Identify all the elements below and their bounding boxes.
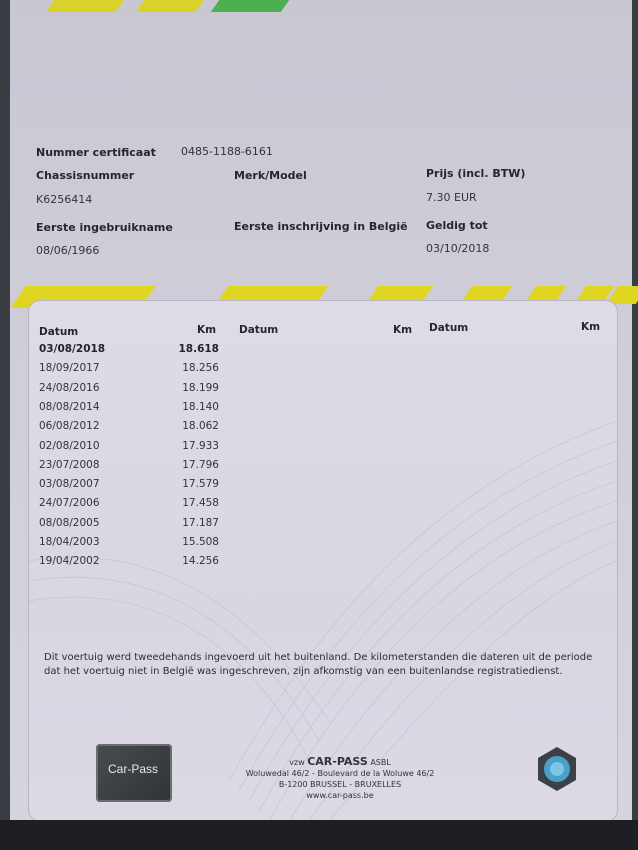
mileage-km: 18.062 [182, 420, 219, 433]
mileage-row [39, 440, 219, 459]
footer-vzw: vzw [289, 758, 305, 767]
logo-text: Car-Pass [108, 762, 159, 776]
mileage-km: 18.140 [182, 400, 219, 413]
mileage-row [39, 555, 219, 574]
mileage-km: 18.618 [178, 343, 219, 355]
make-model-label: Merk/Model [234, 169, 307, 182]
mileage-km: 18.256 [182, 362, 219, 375]
column-header-km-1: Km [197, 324, 217, 336]
chassis-number-label: Chassisnummer [36, 169, 135, 182]
mileage-km: 17.458 [182, 497, 219, 510]
mileage-date: 06/08/2012 [39, 420, 100, 433]
column-header-km-2: Km [393, 324, 413, 336]
chassis-number-value: K6256414 [36, 193, 93, 206]
column-header-km-3: Km [581, 321, 601, 333]
mileage-row [39, 343, 219, 362]
mileage-date: 24/07/2006 [39, 497, 100, 510]
footer-asbl: ASBL [370, 758, 391, 767]
mileage-row [39, 497, 219, 516]
mileage-km: 18.199 [182, 381, 219, 394]
first-use-value: 08/06/1966 [36, 244, 100, 257]
mileage-km: 17.933 [182, 439, 219, 452]
mileage-row [39, 401, 219, 420]
mileage-row [39, 478, 219, 497]
column-header-date-3: Datum [429, 322, 469, 334]
mileage-date: 08/08/2005 [39, 516, 100, 529]
certificate-number-label: Nummer certificaat [36, 146, 156, 159]
hologram-seal-icon [534, 746, 580, 792]
mileage-km: 17.796 [182, 458, 219, 471]
column-header-date-1: Datum [39, 326, 79, 338]
footer-website: www.car-pass.be [306, 791, 374, 800]
mileage-row [39, 459, 219, 478]
binder-edge [0, 820, 638, 850]
mileage-row [39, 517, 219, 536]
mileage-km: 17.187 [182, 516, 219, 529]
valid-until-label: Geldig tot [426, 219, 488, 232]
mileage-row [39, 362, 219, 381]
valid-until-value: 03/10/2018 [426, 242, 490, 255]
mileage-date: 23/07/2008 [39, 458, 100, 471]
first-registration-label: Eerste inschrijving in België [234, 220, 408, 233]
mileage-date: 03/08/2007 [39, 478, 100, 491]
footer-address [240, 756, 440, 801]
mileage-km: 17.579 [182, 478, 219, 491]
mileage-date: 24/08/2016 [39, 381, 100, 394]
certificate-number-value: 0485-1188-6161 [181, 145, 273, 158]
mileage-date: 02/08/2010 [39, 439, 100, 452]
footer-address-line-2: B-1200 BRUSSEL - BRUXELLES [278, 780, 402, 789]
mileage-date: 03/08/2018 [39, 343, 106, 355]
mileage-date: 18/04/2003 [39, 536, 100, 548]
mileage-km: 15.508 [182, 536, 219, 548]
import-notice: Dit voertuig werd tweedehands ingevoerd uit het buitenland. De kilometerstanden die dateren uit de periode dat het voertuig niet in België was ingeschreven, zijn afkomstig van een buitenlandse registratiedienst. [44, 652, 593, 677]
price-value: 7.30 EUR [426, 191, 477, 204]
price-label: Prijs (incl. BTW) [426, 167, 526, 180]
mileage-row [39, 382, 219, 401]
first-use-label: Eerste ingebruikname [36, 221, 173, 234]
column-header-date-2: Datum [239, 324, 279, 336]
mileage-date: 18/09/2017 [39, 362, 100, 375]
footer-address-line-1: Woluwedal 46/2 - Boulevard de la Woluwe 46/2 [245, 769, 435, 778]
top-color-stripe [50, 0, 290, 12]
mileage-date: 08/08/2014 [39, 400, 100, 413]
mileage-row [39, 420, 219, 439]
mileage-date: 19/04/2002 [39, 555, 100, 568]
mileage-km: 14.256 [182, 555, 219, 568]
mileage-row [39, 536, 219, 555]
car-pass-logo [96, 744, 172, 802]
footer-org-name: CAR-PASS [307, 755, 368, 768]
